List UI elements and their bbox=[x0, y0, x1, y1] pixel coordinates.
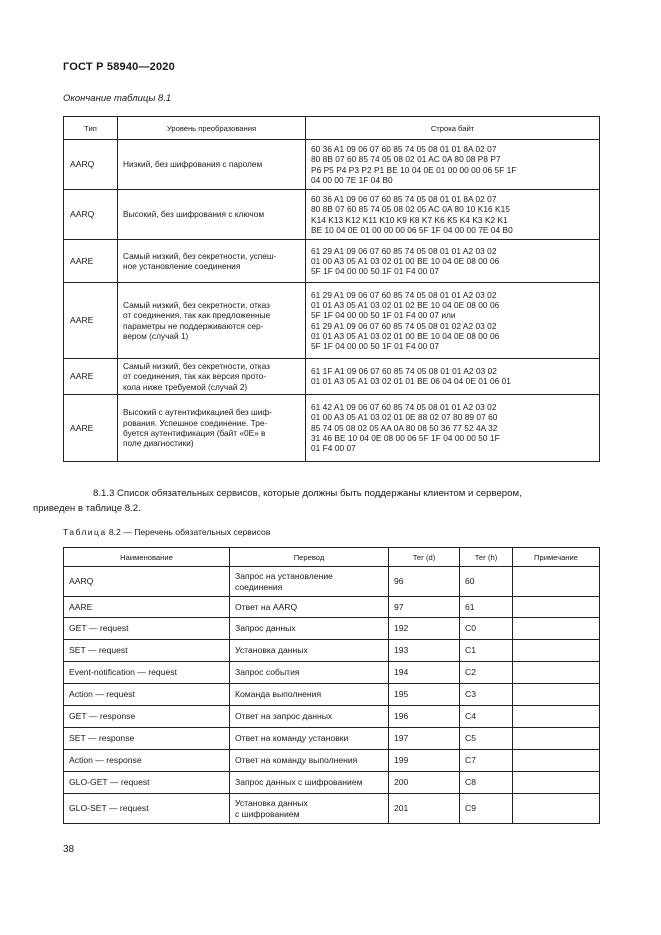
column-header-tag-h: Тег (h) bbox=[460, 548, 513, 567]
table-8-2-caption-word: Таблица bbox=[63, 527, 107, 537]
cell-bytes-line: 61 1F A1 09 06 07 60 85 74 05 08 01 01 A2 03 02 bbox=[311, 366, 497, 377]
cell-level-line: от соединения, так как предложенные bbox=[123, 310, 271, 321]
cell-bytes-line: 01 00 A3 05 A1 03 02 01 00 BE 10 04 0E 08 00 06 bbox=[311, 255, 500, 266]
cell-name: GET — request bbox=[64, 618, 230, 640]
cell-type: AARQ bbox=[64, 190, 118, 240]
paragraph-line-2: приведен в таблице 8.2. bbox=[33, 503, 141, 514]
column-header-tag-d: Тег (d) bbox=[389, 548, 460, 567]
cell-bytes-line: 01 00 A3 05 A1 03 02 01 0E 88 02 07 80 89 07 60 bbox=[311, 412, 498, 423]
cell-level bbox=[118, 359, 306, 395]
cell-type: AARE bbox=[64, 394, 118, 461]
paragraph-8-1-3 bbox=[33, 486, 599, 516]
cell-level-line: поле диагностики) bbox=[123, 438, 194, 449]
cell-bytes-line: 80 8B 07 60 85 74 05 08 02 01 AC 0A 80 08 P8 P7 bbox=[311, 154, 501, 165]
table-row bbox=[64, 618, 600, 640]
cell-tag-d: 193 bbox=[389, 640, 460, 662]
table-8-2-caption-title: 8.2 — Перечень обязательных сервисов bbox=[106, 527, 271, 537]
cell-note bbox=[513, 750, 600, 772]
cell-bytes-line: 01 F4 00 07 bbox=[311, 443, 356, 454]
cell-tag-h: C5 bbox=[460, 728, 513, 750]
cell-translation-line: Запрос данных с шифрованием bbox=[235, 777, 363, 788]
cell-bytes bbox=[306, 394, 600, 461]
cell-bytes bbox=[306, 359, 600, 395]
cell-level-line: буется аутентификация (байт «0E» в bbox=[123, 427, 266, 438]
cell-level-line: ное установление соединения bbox=[123, 261, 241, 271]
cell-bytes-line: 60 36 A1 09 06 07 60 85 74 05 08 01 01 8A 02 07 bbox=[311, 193, 497, 204]
cell-translation bbox=[230, 772, 389, 794]
column-header-bytes: Строка байт bbox=[306, 117, 600, 140]
cell-bytes-line: 01 01 A3 05 A1 03 02 01 01 BE 06 04 04 0E 01 06 01 bbox=[311, 376, 511, 387]
page-number: 38 bbox=[63, 844, 75, 855]
cell-bytes-line: 61 42 A1 09 06 07 60 85 74 05 08 01 01 A2 03 02 bbox=[311, 402, 497, 413]
cell-tag-h: C3 bbox=[460, 684, 513, 706]
cell-note bbox=[513, 706, 600, 728]
cell-type: AARE bbox=[64, 359, 118, 395]
cell-bytes-line: 5F 1F 04 00 00 50 1F 01 F4 00 07 bbox=[311, 266, 439, 277]
cell-bytes-line: 85 74 05 08 02 05 AA 0A 80 08 50 36 77 52 4A 32 bbox=[311, 422, 498, 433]
table-row bbox=[64, 240, 600, 283]
cell-type: AARE bbox=[64, 283, 118, 359]
cell-translation-line: соединения bbox=[235, 581, 283, 592]
table-header-row bbox=[64, 548, 600, 567]
cell-type: AARQ bbox=[64, 140, 118, 190]
cell-bytes-line: 01 01 A3 05 A1 03 02 01 00 BE 10 04 0E 08 00 06 bbox=[311, 330, 500, 341]
cell-translation bbox=[230, 706, 389, 728]
cell-bytes-line: 80 8B 07 60 85 74 05 08 02 05 AC 0A 80 10 K16 K15 bbox=[311, 204, 510, 215]
cell-translation-line: Установка данных bbox=[235, 645, 308, 656]
cell-bytes-line: 5F 1F 04 00 00 50 1F 01 F4 00 07 bbox=[311, 341, 439, 352]
cell-tag-d: 192 bbox=[389, 618, 460, 640]
table-8-1 bbox=[63, 116, 600, 462]
cell-level bbox=[118, 283, 306, 359]
cell-bytes-line: BE 10 04 0E 01 00 00 00 06 5F 1F 04 00 00 7E 04 B0 bbox=[311, 224, 513, 235]
cell-tag-h: 60 bbox=[460, 567, 513, 597]
table-8-2 bbox=[63, 547, 600, 824]
cell-translation bbox=[230, 794, 389, 824]
cell-bytes-line: 61 29 A1 09 06 07 60 85 74 05 08 01 02 A2 03 02 bbox=[311, 320, 497, 331]
cell-translation-line: Ответ на команду установки bbox=[235, 733, 349, 744]
table-header-row bbox=[64, 117, 600, 140]
table-8-1-caption: Окончание таблицы 8.1 bbox=[63, 93, 172, 104]
cell-name: GLO-GET — request bbox=[64, 772, 230, 794]
table-row bbox=[64, 567, 600, 597]
cell-translation-line: Запрос события bbox=[235, 667, 300, 678]
cell-tag-h: C4 bbox=[460, 706, 513, 728]
cell-bytes-line: 61 29 A1 09 06 07 60 85 74 05 08 01 01 A2 03 02 bbox=[311, 245, 497, 256]
cell-bytes-line: 5F 1F 04 00 00 50 1F 01 F4 00 07 или bbox=[311, 310, 456, 321]
cell-note bbox=[513, 567, 600, 597]
cell-note bbox=[513, 662, 600, 684]
cell-translation-line: Ответ на AARQ bbox=[235, 601, 298, 612]
cell-translation-line: Ответ на команду выполнения bbox=[235, 755, 358, 766]
cell-level-line: Самый низкий, без секретности, отказ bbox=[123, 361, 270, 371]
cell-translation-line: Ответ на запрос данных bbox=[235, 711, 333, 722]
column-header-type: Тип bbox=[64, 117, 118, 140]
cell-name: Event-notification — request bbox=[64, 662, 230, 684]
cell-level-line: Самый низкий, без секретности, успеш- bbox=[123, 250, 277, 261]
cell-note bbox=[513, 640, 600, 662]
cell-level bbox=[118, 394, 306, 461]
cell-name: SET — request bbox=[64, 640, 230, 662]
cell-tag-h: C0 bbox=[460, 618, 513, 640]
cell-tag-d: 199 bbox=[389, 750, 460, 772]
cell-level-line: от соединения, так как версия прото- bbox=[123, 371, 267, 382]
cell-translation bbox=[230, 640, 389, 662]
cell-translation bbox=[230, 750, 389, 772]
column-header-name: Наименование bbox=[64, 548, 230, 567]
cell-name: Action — response bbox=[64, 750, 230, 772]
table-row bbox=[64, 640, 600, 662]
cell-level-line: Высокий, без шифрования с ключом bbox=[123, 209, 265, 220]
cell-name: GLO-SET — request bbox=[64, 794, 230, 824]
cell-bytes-line: K14 K13 K12 K11 K10 K9 K8 K7 K6 K5 K4 K3 K2 K1 bbox=[311, 214, 508, 225]
cell-note bbox=[513, 684, 600, 706]
cell-tag-h: C1 bbox=[460, 640, 513, 662]
cell-tag-d: 200 bbox=[389, 772, 460, 794]
cell-bytes bbox=[306, 240, 600, 283]
cell-tag-h: 61 bbox=[460, 597, 513, 618]
cell-translation-line: Команда выполнения bbox=[235, 689, 322, 700]
cell-bytes-line: P6 P5 P4 P3 P2 P1 BE 10 04 0E 01 00 00 00 06 5F 1F bbox=[311, 164, 517, 175]
cell-translation bbox=[230, 728, 389, 750]
cell-tag-d: 196 bbox=[389, 706, 460, 728]
cell-bytes-line: 60 36 A1 09 06 07 60 85 74 05 08 01 01 8A 02 07 bbox=[311, 143, 497, 154]
table-row bbox=[64, 728, 600, 750]
cell-translation bbox=[230, 597, 389, 618]
table-8-2-caption bbox=[63, 527, 270, 537]
table-row bbox=[64, 394, 600, 461]
cell-tag-h: C9 bbox=[460, 794, 513, 824]
cell-bytes-line: 04 00 00 7E 1F 04 B0 bbox=[311, 174, 393, 185]
cell-translation bbox=[230, 618, 389, 640]
cell-level-line: параметры не поддерживаются сер- bbox=[123, 320, 264, 331]
column-header-note: Примечание bbox=[513, 548, 600, 567]
table-row bbox=[64, 597, 600, 618]
cell-tag-d: 201 bbox=[389, 794, 460, 824]
cell-note bbox=[513, 772, 600, 794]
table-row bbox=[64, 772, 600, 794]
cell-tag-d: 96 bbox=[389, 567, 460, 597]
cell-name: AARQ bbox=[64, 567, 230, 597]
cell-level bbox=[118, 190, 306, 240]
cell-translation-line: Установка данных bbox=[235, 798, 308, 809]
cell-note bbox=[513, 618, 600, 640]
cell-bytes-line: 31 46 BE 10 04 0E 08 00 06 5F 1F 04 00 00 50 1F bbox=[311, 433, 500, 444]
cell-bytes-line: 01 01 A3 05 A1 03 02 01 02 BE 10 04 0E 08 00 06 bbox=[311, 299, 500, 310]
cell-bytes-line: 61 29 A1 09 06 07 60 85 74 05 08 01 01 A2 03 02 bbox=[311, 289, 497, 300]
cell-bytes bbox=[306, 190, 600, 240]
cell-level bbox=[118, 140, 306, 190]
cell-translation-line: Запрос данных bbox=[235, 623, 296, 634]
table-row bbox=[64, 283, 600, 359]
cell-note bbox=[513, 728, 600, 750]
table-row bbox=[64, 684, 600, 706]
column-header-translation: Перевод bbox=[230, 548, 389, 567]
cell-level-line: рования. Успешное соединение. Тре- bbox=[123, 417, 268, 428]
table-row bbox=[64, 794, 600, 824]
cell-bytes bbox=[306, 140, 600, 190]
cell-level bbox=[118, 240, 306, 283]
cell-translation bbox=[230, 567, 389, 597]
cell-tag-d: 194 bbox=[389, 662, 460, 684]
cell-name: SET — response bbox=[64, 728, 230, 750]
table-row bbox=[64, 190, 600, 240]
cell-translation bbox=[230, 684, 389, 706]
cell-bytes bbox=[306, 283, 600, 359]
cell-tag-h: C7 bbox=[460, 750, 513, 772]
cell-level-line: Низкий, без шифрования с паролем bbox=[123, 159, 263, 170]
cell-translation-line: Запрос на установление bbox=[235, 571, 333, 582]
column-header-level: Уровень преобразования bbox=[118, 117, 306, 140]
cell-note bbox=[513, 597, 600, 618]
paragraph-line-1: 8.1.3 Список обязательных сервисов, которые должны быть поддержаны клиентом и сервером, bbox=[93, 488, 522, 499]
cell-level-line: Высокий с аутентификацией без шиф- bbox=[123, 407, 272, 418]
document-id: ГОСТ Р 58940—2020 bbox=[63, 61, 175, 73]
cell-name: GET — response bbox=[64, 706, 230, 728]
cell-translation bbox=[230, 662, 389, 684]
cell-name: AARE bbox=[64, 597, 230, 618]
cell-name: Action — request bbox=[64, 684, 230, 706]
cell-level-line: кола ниже требуемой (случай 2) bbox=[123, 381, 248, 392]
cell-note bbox=[513, 794, 600, 824]
cell-level-line: вером (случай 1) bbox=[123, 330, 189, 341]
cell-tag-d: 197 bbox=[389, 728, 460, 750]
cell-level-line: Самый низкий, без секретности, отказ bbox=[123, 299, 270, 310]
cell-tag-h: C2 bbox=[460, 662, 513, 684]
table-row bbox=[64, 750, 600, 772]
table-row bbox=[64, 359, 600, 395]
cell-tag-h: C8 bbox=[460, 772, 513, 794]
cell-translation-line: с шифрованием bbox=[235, 808, 300, 819]
table-row bbox=[64, 140, 600, 190]
cell-type: AARE bbox=[64, 240, 118, 283]
table-row bbox=[64, 662, 600, 684]
table-row bbox=[64, 706, 600, 728]
cell-tag-d: 97 bbox=[389, 597, 460, 618]
cell-tag-d: 195 bbox=[389, 684, 460, 706]
